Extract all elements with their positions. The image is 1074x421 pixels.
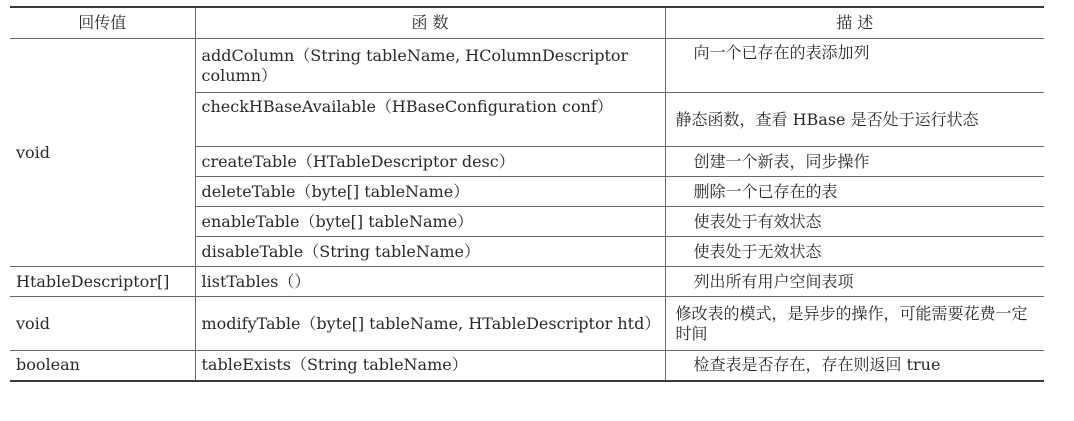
description-cell: 删除一个已存在的表 bbox=[665, 177, 1044, 207]
description-cell: 列出所有用户空间表项 bbox=[665, 267, 1044, 297]
function-cell: checkHBaseAvailable（HBaseConfiguration conf） bbox=[195, 93, 665, 147]
header-description: 描 述 bbox=[665, 7, 1044, 39]
table-row bbox=[10, 351, 1044, 381]
function-cell: tableExists（String tableName） bbox=[195, 351, 665, 381]
function-cell: createTable（HTableDescriptor desc） bbox=[195, 147, 665, 177]
description-cell: 检查表是否存在，存在则返回 true bbox=[665, 351, 1044, 381]
description-cell: 向一个已存在的表添加列 bbox=[665, 39, 1044, 93]
function-cell: disableTable（String tableName） bbox=[195, 237, 665, 267]
table-row bbox=[10, 267, 1044, 297]
return-type-cell: HtableDescriptor[] bbox=[10, 267, 195, 297]
description-cell: 使表处于无效状态 bbox=[665, 237, 1044, 267]
description-cell: 使表处于有效状态 bbox=[665, 207, 1044, 237]
header-function: 函 数 bbox=[195, 7, 665, 39]
function-cell: listTables（） bbox=[195, 267, 665, 297]
table-row bbox=[10, 297, 1044, 351]
table-header-row bbox=[10, 7, 1044, 39]
return-type-cell: boolean bbox=[10, 351, 195, 381]
description-cell: 修改表的模式，是异步的操作，可能需要花费一定时间 bbox=[665, 297, 1044, 351]
description-cell: 创建一个新表，同步操作 bbox=[665, 147, 1044, 177]
return-type-cell: void bbox=[10, 297, 195, 351]
function-cell: addColumn（String tableName, HColumnDescriptor column） bbox=[195, 39, 665, 93]
return-type-cell: void bbox=[10, 39, 195, 267]
description-cell: 静态函数，查看 HBase 是否处于运行状态 bbox=[665, 93, 1044, 147]
header-return-type: 回传值 bbox=[10, 7, 195, 39]
function-cell: enableTable（byte[] tableName） bbox=[195, 207, 665, 237]
function-cell: deleteTable（byte[] tableName） bbox=[195, 177, 665, 207]
api-table bbox=[10, 6, 1044, 382]
function-cell: modifyTable（byte[] tableName, HTableDescriptor htd） bbox=[195, 297, 665, 351]
table-row bbox=[10, 39, 1044, 93]
